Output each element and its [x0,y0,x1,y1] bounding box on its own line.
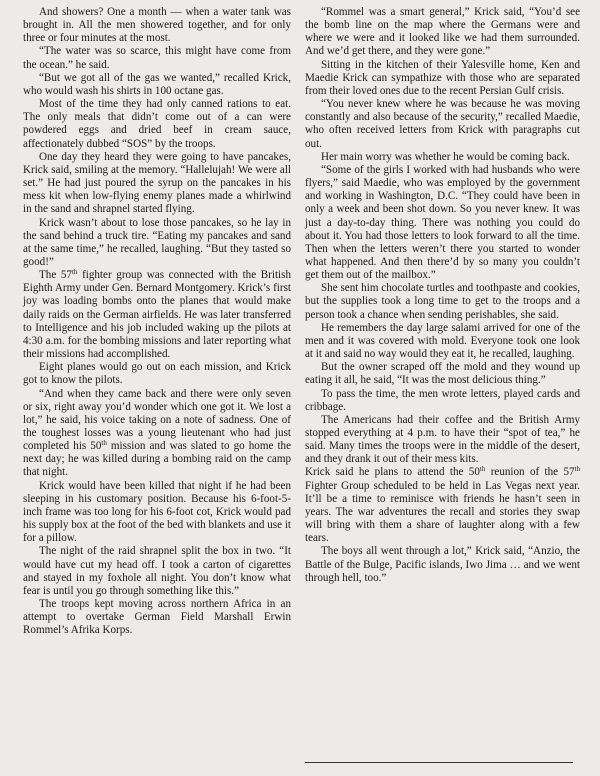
text-run: “And when they came back and there were only seven or six, right away you’d wonder which one got it. We lost a lot,” he said, his voice taking on a note of sadness. One of the toughest losses was a young lieutenant who had just completed his 50 [23,387,291,453]
paragraph: “The water was so scarce, this might have come from the ocean.” he said. [23,45,291,71]
end-rule [305,762,573,763]
paragraph: Sitting in the kitchen of their Yalesville home, Ken and Maedie Krick can sympathize with those who are separated from their loved ones due to the recent Persian Gulf crisis. [305,58,580,97]
text-run: Fighter Group scheduled to be held in Las Vegas next year. It’ll be a time to reminisce with friends he hasn’t seen in years. The war adventures the recall and stories they swap will bring with them a share of laughter along with a few tears. [305,479,580,545]
paragraph: “Some of the girls I worked with had husbands who were flyers,” said Maedie, who was employed by the government and working in Washington, D.C. “They could have been in only a week and been shot down. So you never knew. It was just a day-to-day thing. There was nothing you could do about it. You had those letters to look forward to all the time. Then when the letters weren’t there you started to wonder what happened. And then there’d by so many you couldn’t get them out of the mailbox.” [305,163,580,282]
paragraph: The night of the raid shrapnel split the box in two. “It would have cut my head off. I took a carton of cigarettes and stayed in my foxhole all night. You don’t know what fear is until you go through something like this.” [23,545,291,597]
paragraph [23,269,291,361]
paragraph: But the owner scraped off the mold and they wound up eating it all, he said, “It was the most delicious thing.” [305,361,580,387]
paragraph: The Americans had their coffee and the British Army stopped everything at 4 p.m. to have their “spot of tea,” he said. Many times the troops were in the middle of the desert, and they drank it out of their mess kits. [305,413,580,466]
superscript: th [574,465,580,474]
paragraph: To pass the time, the men wrote letters, played cards and cribbage. [305,387,580,413]
text-run: mission and was slated to go home the next day; he was killed during a bombing raid on the camp that night. [23,440,291,479]
text-run: The 57 [39,269,72,282]
text-run: Krick said he plans to attend the 50 [305,466,480,479]
superscript: th [479,465,486,474]
paragraph: “You never knew where he was because he was moving constantly and also because of the security,” recalled Maedie, who often received letters from Krick with paragraphs cut out. [305,98,580,150]
paragraph: Krick wasn’t about to lose those pancakes, so he lay in the sand behind a truck tire. “Eating my pancakes and sand at the same time,” he recalled, laughing. “But they tasted so good!” [23,216,291,268]
paragraph: Most of the time they had only canned rations to eat. The only meals that didn’t come out of a can were powdered eggs and dried beef in cream sauce, affectionately dubbed “SOS” by the troops. [23,98,291,150]
paragraph [305,466,580,545]
paragraph: Eight planes would go out on each mission, and Krick got to know the pilots. [23,361,291,387]
text-run: fighter group was connected with the British Eighth Army under Gen. Bernard Montgomery. Krick’s first joy was loading bombs onto the planes that would make daily raids on the German airfields. He was later transferred to Intelligence and his job included waking up the pilots at 4:30 a.m. for the bombing missions and later reporting what their missions had accomplished. [23,269,291,361]
superscript: th [71,268,78,277]
superscript: th [101,439,107,448]
paragraph: Krick would have been killed that night if he had been sleeping in his customary position. Because his 6-foot-5-inch frame was too long for his 6-foot cot, Krick would pad his supply box at the foot of the bed with blankets and use it for a pillow. [23,479,291,545]
paragraph: And showers? One a month — when a water tank was brought in. All the men showered together, and for only three or four minutes at the most. [23,6,291,45]
paragraph: One day they heard they were going to have pancakes, Krick said, smiling at the memory. “Hallelujah! We were all set.” He had just poured the syrup on the pancakes in his mess kit when low-flying enemy planes made a whirlwind in the sand and shrapnel started flying. [23,150,291,216]
paragraph: She sent him chocolate turtles and toothpaste and cookies, but the supplies took a long time to get to the troops and a person took a chance when sending perishables, she said. [305,282,580,321]
paragraph: He remembers the day large salami arrived for one of the men and it was covered with mold. Everyone took one look at it and said no way would they eat it, he recalled, laughing. [305,321,580,361]
paragraph [23,388,291,480]
paragraph: The boys all went through a lot,” Krick said, “Anzio, the Battle of the Bulge, Pacific islands, Iwo Jima … and we went through hell, too.” [305,545,580,584]
right-column [305,6,580,585]
text-run: reunion of the 57 [485,466,575,479]
paragraph: “Rommel was a smart general,” Krick said, “You’d see the bomb line on the map where the Germans were and where we were and it looked like we had them surrounded. And we’d get there, and they were gone.” [305,6,580,58]
paragraph: Her main worry was whether he would be coming back. [321,150,570,163]
paragraph: “But we got all of the gas we wanted,” recalled Krick, who would wash his shirts in 100 octane gas. [23,71,291,97]
left-column [23,6,291,638]
paragraph: The troops kept moving across northern Africa in an attempt to overtake German Field Marshall Erwin Rommel’s Afrika Korps. [23,598,291,637]
